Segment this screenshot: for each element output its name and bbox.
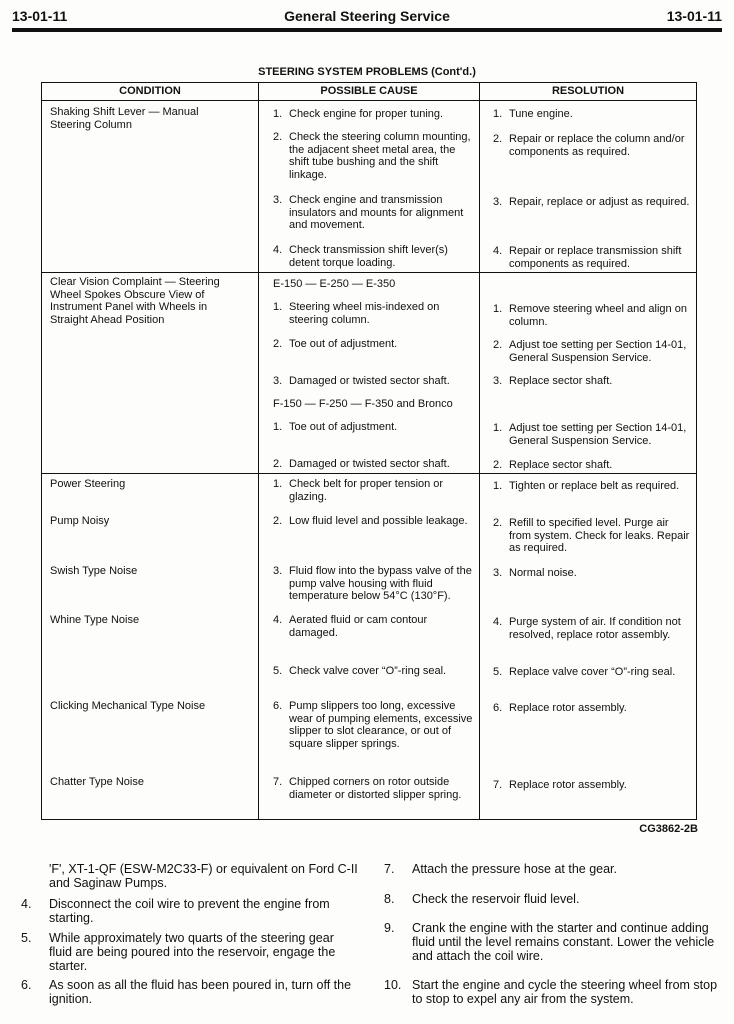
row-divider [42,272,696,273]
column-header-condition: CONDITION [119,85,181,97]
column-divider [479,83,480,819]
column-divider [258,83,259,819]
table-title: STEERING SYSTEM PROBLEMS (Cont'd.) [258,66,476,78]
vehicle-group-heading: E-150 — E-250 — E-350 [273,278,396,290]
condition-cell: Pump Noisy [50,515,110,527]
condition-cell: Swish Type Noise [50,565,138,577]
cause-item: 2. Check the steering column mounting, the adjacent sheet metal area, the shift tube bushing and the shift linkage. [273,131,471,181]
cause-item: 5. Check valve cover “O”-ring seal. [273,665,447,677]
section-title: General Steering Service [284,8,450,24]
resolution-item: 4. Purge system of air. If condition not resolved, replace rotor assembly. [493,616,681,641]
resolution-item: 3. Repair, replace or adjust as required. [493,196,690,208]
cause-item: 4. Check transmission shift lever(s) detent torque loading. [273,244,448,269]
condition-cell: Clicking Mechanical Type Noise [50,700,206,712]
row-divider [42,473,696,474]
cause-item: 2. Damaged or twisted sector shaft. [273,458,450,470]
condition-cell: Clear Vision Complaint — Steering Wheel Spokes Obscure View of Instrument Panel with Wheels in Straight Ahead Position [50,276,220,326]
resolution-item: 1. Tune engine. [493,108,573,120]
column-header-cause: POSSIBLE CAUSE [320,85,418,97]
cause-item: 3. Fluid flow into the bypass valve of the pump valve housing with fluid temperature below 54°C (130°F). [273,565,472,602]
resolution-item: 2. Adjust toe setting per Section 14-01, General Suspension Service. [493,339,687,364]
resolution-item: 1. Adjust toe setting per Section 14-01, General Suspension Service. [493,422,687,447]
resolution-item: 2. Repair or replace the column and/or components as required. [493,133,685,158]
resolution-item: 3. Normal noise. [493,567,577,579]
page-header [12,8,722,30]
page-number-right: 13-01-11 [666,8,722,24]
problems-table [41,82,697,820]
cause-item: 2. Low fluid level and possible leakage. [273,515,468,527]
resolution-item: 3. Replace sector shaft. [493,375,613,387]
resolution-item: 1. Remove steering wheel and align on column. [493,303,687,328]
cause-item: 4. Aerated fluid or cam contour damaged. [273,614,428,639]
figure-code: CG3862-2B [639,823,698,835]
cause-item: 1. Check engine for proper tuning. [273,108,444,120]
vehicle-group-heading: F-150 — F-250 — F-350 and Bronco [273,398,453,410]
cause-item: 2. Toe out of adjustment. [273,338,398,350]
cause-item: 1. Steering wheel mis-indexed on steering column. [273,301,440,326]
resolution-item: 5. Replace valve cover “O”-ring seal. [493,666,676,678]
resolution-item: 7. Replace rotor assembly. [493,779,627,791]
header-row-divider [42,100,696,101]
resolution-item: 2. Refill to specified level. Purge air from system. Check for leaks. Repair as required. [493,517,690,554]
resolution-item: 1. Tighten or replace belt as required. [493,480,680,492]
cause-item: 3. Damaged or twisted sector shaft. [273,375,450,387]
header-rule [12,28,722,32]
cause-item: 1. Check belt for proper tension or glazing. [273,478,444,503]
condition-cell: Chatter Type Noise [50,776,144,788]
cause-item: 1. Toe out of adjustment. [273,421,398,433]
cause-item: 6. Pump slippers too long, excessive wear of pumping elements, excessive slipper to slot clearance, or out of square slipper springs. [273,700,473,750]
resolution-item: 2. Replace sector shaft. [493,459,613,471]
condition-cell: Power Steering [50,478,126,490]
page-number-left: 13-01-11 [12,8,68,24]
cause-item: 7. Chipped corners on rotor outside diameter or distorted slipper spring. [273,776,462,801]
resolution-item: 4. Repair or replace transmission shift components as required. [493,245,682,270]
condition-cell: Whine Type Noise [50,614,140,626]
resolution-item: 6. Replace rotor assembly. [493,702,627,714]
column-header-resolution: RESOLUTION [551,85,625,97]
condition-cell: Shaking Shift Lever — Manual Steering Column [50,106,199,131]
cause-item: 3. Check engine and transmission insulators and mounts for alignment and movement. [273,194,464,231]
